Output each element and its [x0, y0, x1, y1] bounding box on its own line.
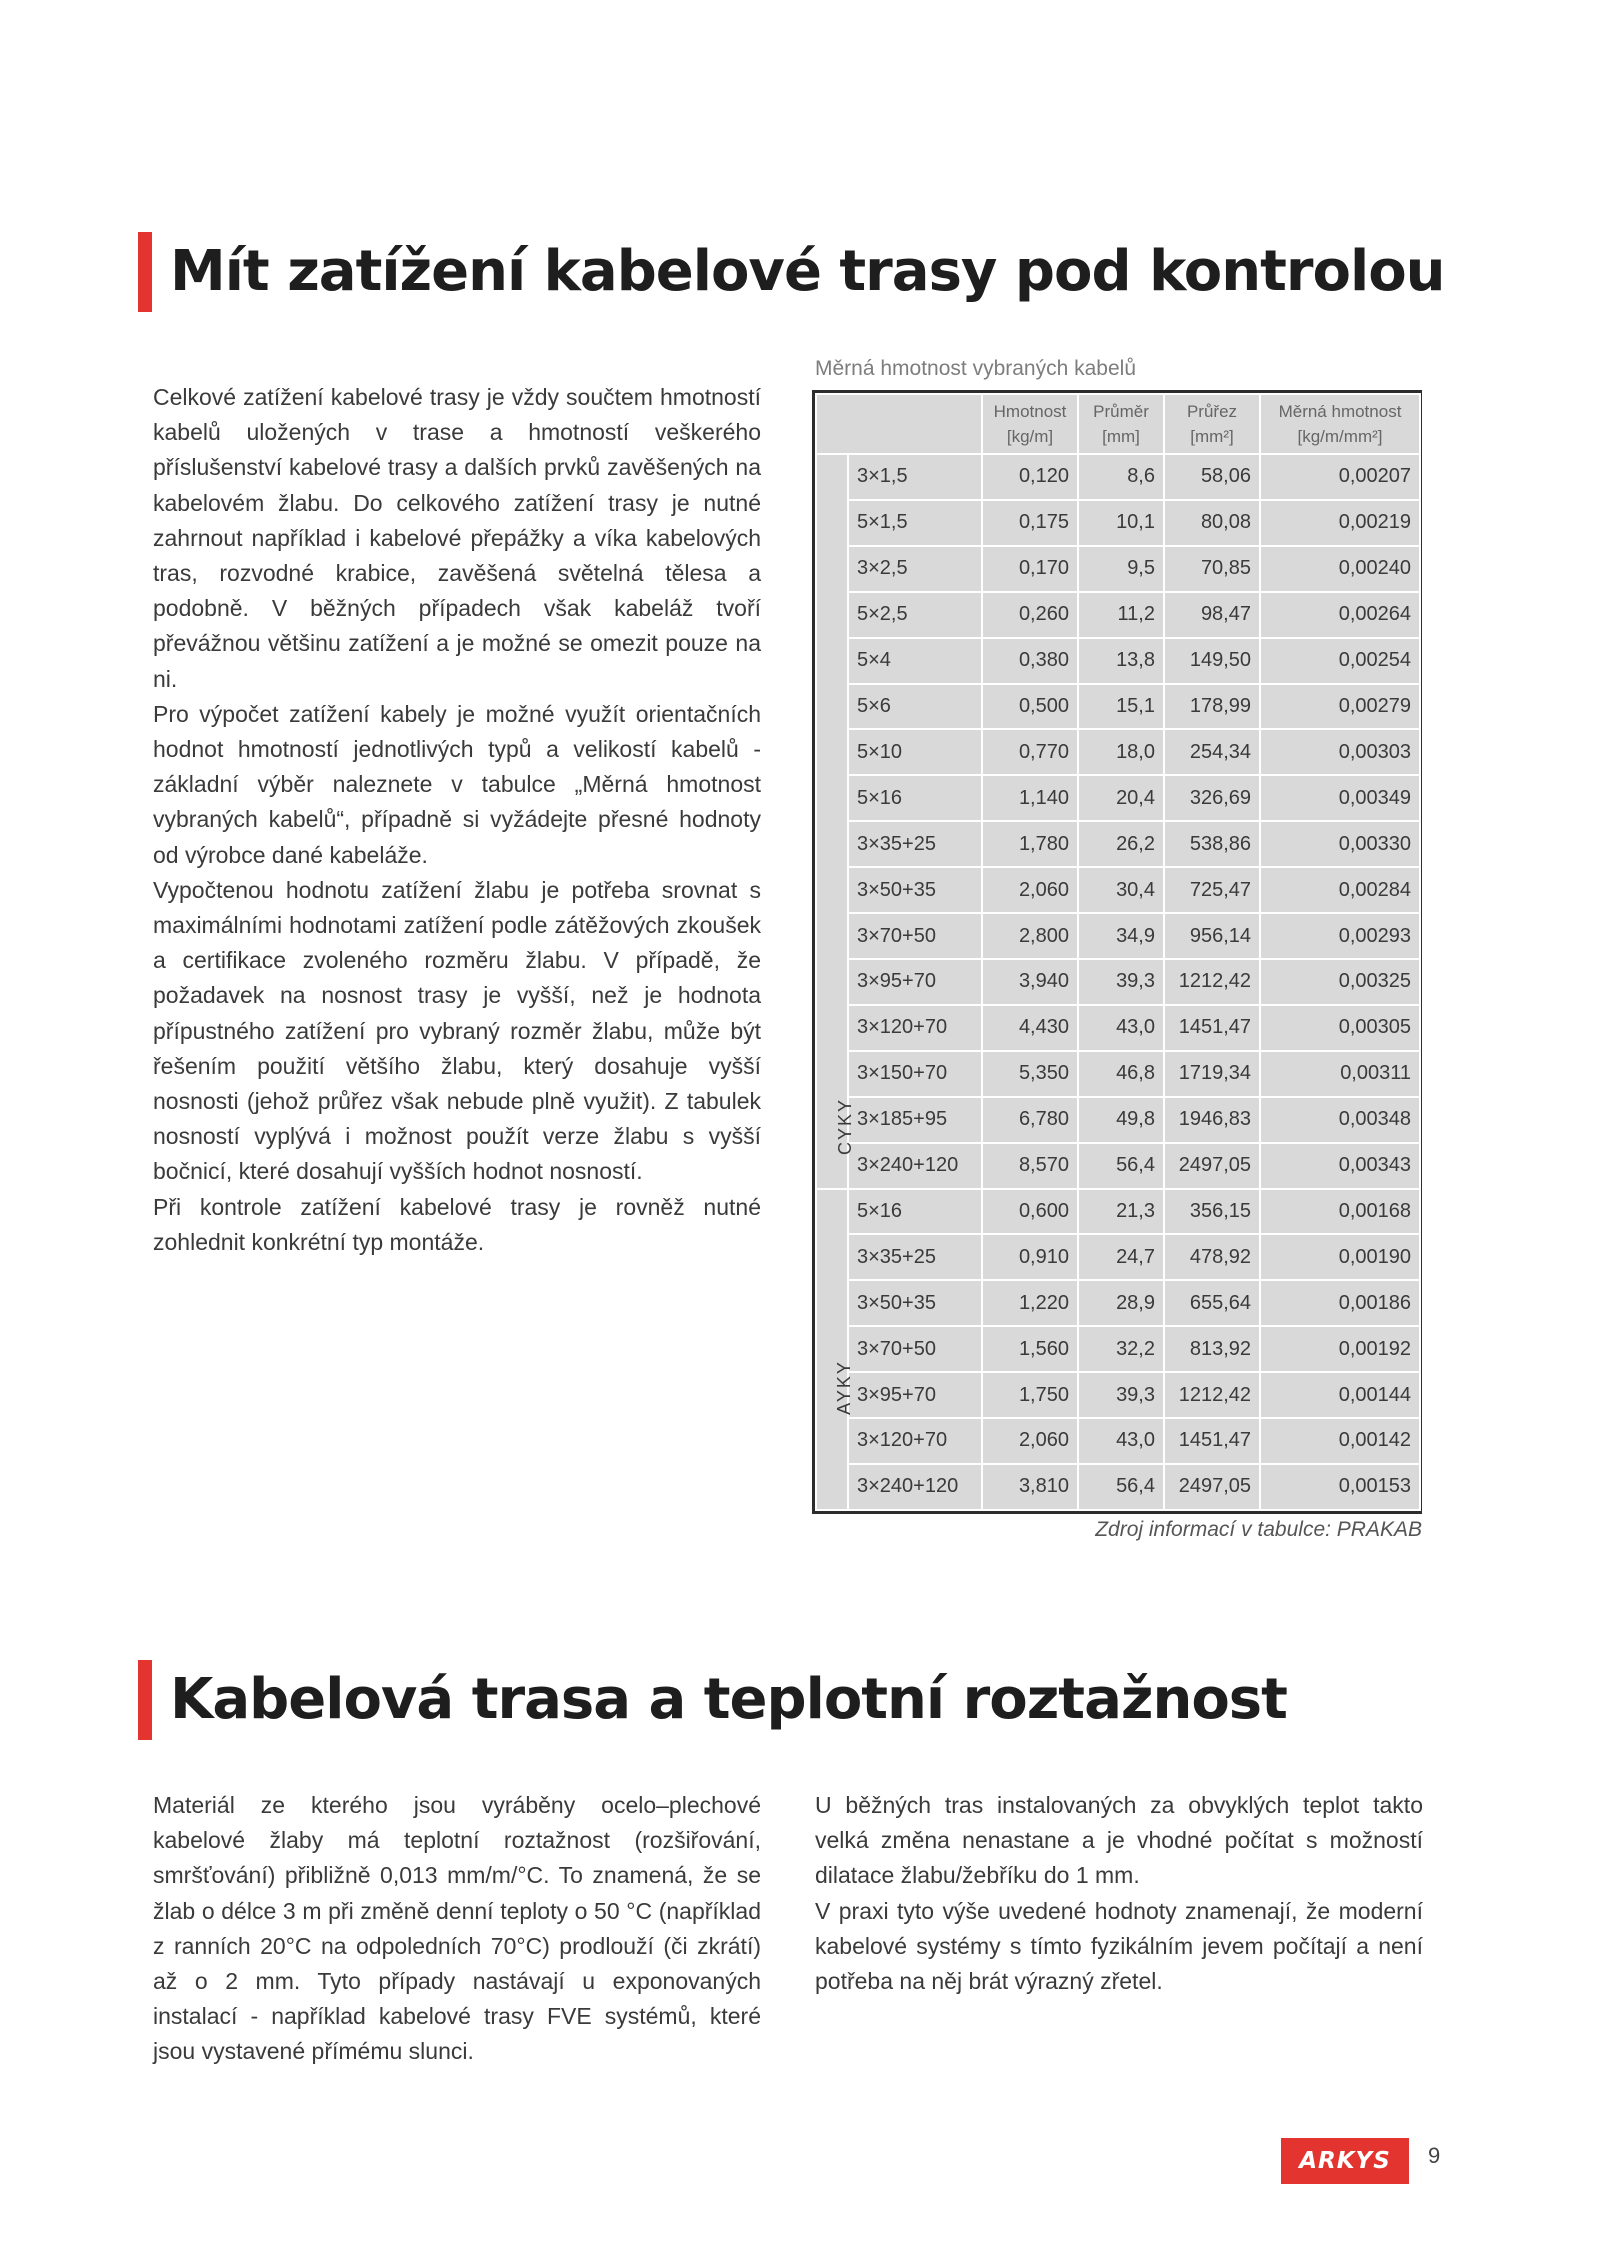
- column-header: [1260, 394, 1420, 454]
- column-header: [1164, 394, 1260, 454]
- table-row: [816, 867, 1420, 913]
- cable-type-cell: 3×240+120: [848, 1464, 982, 1510]
- cable-type-cell: 3×35+25: [848, 821, 982, 867]
- value-cell: 30,4: [1078, 867, 1164, 913]
- cable-type-cell: 5×6: [848, 684, 982, 730]
- value-cell: 56,4: [1078, 1143, 1164, 1189]
- cable-type-cell: 5×16: [848, 1189, 982, 1235]
- value-cell: 0,500: [982, 684, 1078, 730]
- cable-type-cell: 3×50+35: [848, 1280, 982, 1326]
- value-cell: 3,810: [982, 1464, 1078, 1510]
- value-cell: 20,4: [1078, 775, 1164, 821]
- table-row: [816, 1234, 1420, 1280]
- value-cell: 0,00254: [1260, 638, 1420, 684]
- value-cell: 725,47: [1164, 867, 1260, 913]
- value-cell: 21,3: [1078, 1189, 1164, 1235]
- value-cell: 4,430: [982, 1005, 1078, 1051]
- table-row: [816, 1189, 1420, 1235]
- value-cell: 0,00325: [1260, 959, 1420, 1005]
- value-cell: 0,260: [982, 592, 1078, 638]
- cable-group-label: CYKY: [835, 1097, 856, 1155]
- column-header-name: Měrná hmotnost: [1278, 402, 1402, 421]
- cable-type-cell: 3×35+25: [848, 1234, 982, 1280]
- table-row: [816, 684, 1420, 730]
- value-cell: 2,060: [982, 867, 1078, 913]
- cable-group-cell: [816, 454, 856, 1189]
- value-cell: 43,0: [1078, 1005, 1164, 1051]
- column-header-name: Průřez: [1186, 402, 1238, 421]
- paragraph: Pro výpočet zatížení kabely je možné využít orientačních hodnot hmotností jednotlivých typů a velikostí kabelů - základní výběr naleznete v tabulce „Měrná hmotnost vybraných kabelů“, případně si vyžádejte přesné hodnoty od výrobce dané kabeláže.: [153, 700, 761, 868]
- value-cell: 32,2: [1078, 1326, 1164, 1372]
- cable-type-cell: 3×50+35: [848, 867, 982, 913]
- value-cell: 178,99: [1164, 684, 1260, 730]
- table-row: [816, 546, 1420, 592]
- value-cell: 98,47: [1164, 592, 1260, 638]
- value-cell: 0,770: [982, 729, 1078, 775]
- value-cell: 0,00144: [1260, 1372, 1420, 1418]
- table-row: [816, 1280, 1420, 1326]
- table-row: [816, 592, 1420, 638]
- value-cell: 0,00284: [1260, 867, 1420, 913]
- value-cell: 1,560: [982, 1326, 1078, 1372]
- cable-type-cell: 5×16: [848, 775, 982, 821]
- value-cell: 9,5: [1078, 546, 1164, 592]
- value-cell: 1946,83: [1164, 1097, 1260, 1143]
- value-cell: 0,175: [982, 500, 1078, 546]
- arkys-logo: [1281, 2138, 1409, 2184]
- column-header-unit: [kg/m]: [1006, 427, 1054, 446]
- cable-type-cell: 3×95+70: [848, 1372, 982, 1418]
- cable-type-cell: 3×185+95: [848, 1097, 982, 1143]
- value-cell: 0,380: [982, 638, 1078, 684]
- value-cell: 8,570: [982, 1143, 1078, 1189]
- value-cell: 28,9: [1078, 1280, 1164, 1326]
- table-row: [816, 729, 1420, 775]
- value-cell: 1719,34: [1164, 1051, 1260, 1097]
- value-cell: 1,780: [982, 821, 1078, 867]
- value-cell: 0,00311: [1260, 1051, 1420, 1097]
- value-cell: 0,00303: [1260, 729, 1420, 775]
- column-header-unit: [mm]: [1102, 427, 1140, 446]
- column-header-unit: [mm²]: [1190, 427, 1234, 446]
- page-number: 9: [1428, 2143, 1441, 2168]
- table-row: [816, 638, 1420, 684]
- value-cell: 46,8: [1078, 1051, 1164, 1097]
- value-cell: 70,85: [1164, 546, 1260, 592]
- table-row: [816, 913, 1420, 959]
- value-cell: 2,060: [982, 1418, 1078, 1464]
- table-caption: Měrná hmotnost vybraných kabelů: [815, 357, 1136, 380]
- table-row: [816, 1326, 1420, 1372]
- value-cell: 1,750: [982, 1372, 1078, 1418]
- heading-accent-bar: [138, 232, 152, 312]
- value-cell: 39,3: [1078, 959, 1164, 1005]
- value-cell: 8,6: [1078, 454, 1164, 500]
- value-cell: 0,00293: [1260, 913, 1420, 959]
- column-header-name: Průměr: [1093, 402, 1149, 421]
- value-cell: 655,64: [1164, 1280, 1260, 1326]
- value-cell: 0,00192: [1260, 1326, 1420, 1372]
- cable-weight-table: [812, 390, 1422, 1514]
- value-cell: 2497,05: [1164, 1464, 1260, 1510]
- value-cell: 15,1: [1078, 684, 1164, 730]
- column-header: [1078, 394, 1164, 454]
- section-title: Kabelová trasa a teplotní roztažnost: [170, 1667, 1287, 1732]
- table-row: [816, 1372, 1420, 1418]
- cable-type-cell: 3×95+70: [848, 959, 982, 1005]
- cable-type-cell: 3×2,5: [848, 546, 982, 592]
- value-cell: 0,00207: [1260, 454, 1420, 500]
- value-cell: 6,780: [982, 1097, 1078, 1143]
- cable-group-label: AYKY: [833, 1360, 854, 1415]
- value-cell: 538,86: [1164, 821, 1260, 867]
- paragraph: U běžných tras instalovaných za obvyklých teplot takto velká změna nenastane a je vhodné počítat s možností dilatace žlabu/žebříku do 1 mm.: [815, 1792, 1423, 1889]
- cable-type-cell: 5×10: [848, 729, 982, 775]
- table-row: [816, 1051, 1420, 1097]
- value-cell: 2,800: [982, 913, 1078, 959]
- value-cell: 10,1: [1078, 500, 1164, 546]
- header-blank-cell: [816, 394, 982, 454]
- value-cell: 956,14: [1164, 913, 1260, 959]
- value-cell: 1,140: [982, 775, 1078, 821]
- paragraph: Celkové zatížení kabelové trasy je vždy součtem hmotností kabelů uložených v trase a hmotností veškerého příslušenství kabelové trasy a dalších prvků zavěšených na kabelovém žlabu. Do celkového zatížení trasy je nutné zahrnout například i kabelové přepážky a víka kabelových tras, rozvodné krabice, zavěšená světelná tělesa a podobně. V běžných případech však kabeláž tvoří převážnou většinu zatížení a je možné se omezit pouze na ni.: [153, 384, 761, 692]
- value-cell: 0,00305: [1260, 1005, 1420, 1051]
- value-cell: 0,910: [982, 1234, 1078, 1280]
- value-cell: 0,00279: [1260, 684, 1420, 730]
- value-cell: 0,00240: [1260, 546, 1420, 592]
- value-cell: 0,00343: [1260, 1143, 1420, 1189]
- cable-type-cell: 3×120+70: [848, 1005, 982, 1051]
- heading-accent-bar: [138, 1660, 152, 1740]
- value-cell: 149,50: [1164, 638, 1260, 684]
- paragraph: Při kontrole zatížení kabelové trasy je rovněž nutné zohlednit konkrétní typ montáže.: [153, 1193, 761, 1255]
- paragraph: Materiál ze kterého jsou vyráběny ocelo–plechové kabelové žlaby má teplotní roztažnost (rozšiřování, smršťování) přibližně 0,013 mm/m/°C. To znamená, že se žlab o délce 3 m při změně denní teploty o 50 °C (například z ranních 20°C na odpoledních 70°C) prodlouží (či zkrátí) až o 2 mm. Tyto případy nastávají u exponovaných instalací - například kabelové trasy FVE systémů, které jsou vystavené přímému slunci.: [153, 1792, 761, 2065]
- value-cell: 0,120: [982, 454, 1078, 500]
- value-cell: 326,69: [1164, 775, 1260, 821]
- value-cell: 13,8: [1078, 638, 1164, 684]
- value-cell: 5,350: [982, 1051, 1078, 1097]
- cable-type-cell: 3×1,5: [848, 454, 982, 500]
- value-cell: 2497,05: [1164, 1143, 1260, 1189]
- table-row: [816, 775, 1420, 821]
- value-cell: 0,00264: [1260, 592, 1420, 638]
- paragraph: V praxi tyto výše uvedené hodnoty znamenají, že moderní kabelové systémy s tímto fyzikálním jevem počítají a není potřeba na něj brát výrazný zřetel.: [815, 1897, 1423, 1995]
- table-header-row: [816, 394, 1420, 454]
- value-cell: 43,0: [1078, 1418, 1164, 1464]
- value-cell: 0,00153: [1260, 1464, 1420, 1510]
- value-cell: 0,170: [982, 546, 1078, 592]
- value-cell: 1212,42: [1164, 959, 1260, 1005]
- table-row: [816, 1418, 1420, 1464]
- value-cell: 1451,47: [1164, 1005, 1260, 1051]
- cable-type-cell: 3×150+70: [848, 1051, 982, 1097]
- value-cell: 0,00330: [1260, 821, 1420, 867]
- table-row: [816, 959, 1420, 1005]
- value-cell: 254,34: [1164, 729, 1260, 775]
- value-cell: 1,220: [982, 1280, 1078, 1326]
- value-cell: 0,00219: [1260, 500, 1420, 546]
- value-cell: 56,4: [1078, 1464, 1164, 1510]
- value-cell: 0,00190: [1260, 1234, 1420, 1280]
- value-cell: 18,0: [1078, 729, 1164, 775]
- value-cell: 0,00348: [1260, 1097, 1420, 1143]
- table-row: [816, 821, 1420, 867]
- cable-type-cell: 3×70+50: [848, 913, 982, 959]
- table-row: [816, 1143, 1420, 1189]
- value-cell: 39,3: [1078, 1372, 1164, 1418]
- column-header-name: Hmotnost: [993, 402, 1067, 421]
- paragraph: Vypočtenou hodnotu zatížení žlabu je potřeba srovnat s maximálními hodnotami zatížení podle zátěžových zkoušek a certifikace zvoleného rozměru žlabu. V případě, že požadavek na nosnost trasy je vyšší, než je hodnota přípustného zatížení pro vybraný rozměr žlabu, může být řešením použití většího žlabu, který dosahuje vyšší nosnosti (jehož průřez však nebude plně využit). Z tabulek nosností vyplývá i možnost použít verze žlabu s vyšší bočnicí, které dosahují vyšších hodnot nosností.: [153, 876, 761, 1185]
- value-cell: 80,08: [1164, 500, 1260, 546]
- table-row: [816, 454, 1420, 500]
- data-table: [815, 393, 1421, 1511]
- value-cell: 813,92: [1164, 1326, 1260, 1372]
- value-cell: 0,00168: [1260, 1189, 1420, 1235]
- cable-group-cell: [816, 1189, 854, 1511]
- value-cell: 356,15: [1164, 1189, 1260, 1235]
- expansion-text-left: [153, 1788, 761, 2070]
- value-cell: 34,9: [1078, 913, 1164, 959]
- table-source: Zdroj informací v tabulce: PRAKAB: [1095, 1518, 1422, 1541]
- column-header-unit: [kg/m/mm²]: [1297, 427, 1383, 446]
- cable-type-cell: 5×4: [848, 638, 982, 684]
- cable-type-cell: 3×70+50: [848, 1326, 982, 1372]
- value-cell: 1212,42: [1164, 1372, 1260, 1418]
- cable-type-cell: 3×240+120: [848, 1143, 982, 1189]
- cable-type-cell: 3×120+70: [848, 1418, 982, 1464]
- value-cell: 26,2: [1078, 821, 1164, 867]
- value-cell: 58,06: [1164, 454, 1260, 500]
- value-cell: 1451,47: [1164, 1418, 1260, 1464]
- value-cell: 0,00349: [1260, 775, 1420, 821]
- table-row: [816, 500, 1420, 546]
- logo-text: ARKYS: [1299, 2148, 1391, 2174]
- value-cell: 0,600: [982, 1189, 1078, 1235]
- table-row: [816, 1097, 1420, 1143]
- value-cell: 0,00142: [1260, 1418, 1420, 1464]
- expansion-text-right: [815, 1788, 1423, 1999]
- value-cell: 11,2: [1078, 592, 1164, 638]
- value-cell: 478,92: [1164, 1234, 1260, 1280]
- cable-type-cell: 5×1,5: [848, 500, 982, 546]
- intro-text: [153, 380, 761, 1260]
- value-cell: 24,7: [1078, 1234, 1164, 1280]
- column-header: [982, 394, 1078, 454]
- section-title: Mít zatížení kabelové trasy pod kontrolou: [170, 239, 1445, 304]
- value-cell: 3,940: [982, 959, 1078, 1005]
- value-cell: 49,8: [1078, 1097, 1164, 1143]
- table-row: [816, 1464, 1420, 1510]
- cable-type-cell: 5×2,5: [848, 592, 982, 638]
- table-row: [816, 1005, 1420, 1051]
- value-cell: 0,00186: [1260, 1280, 1420, 1326]
